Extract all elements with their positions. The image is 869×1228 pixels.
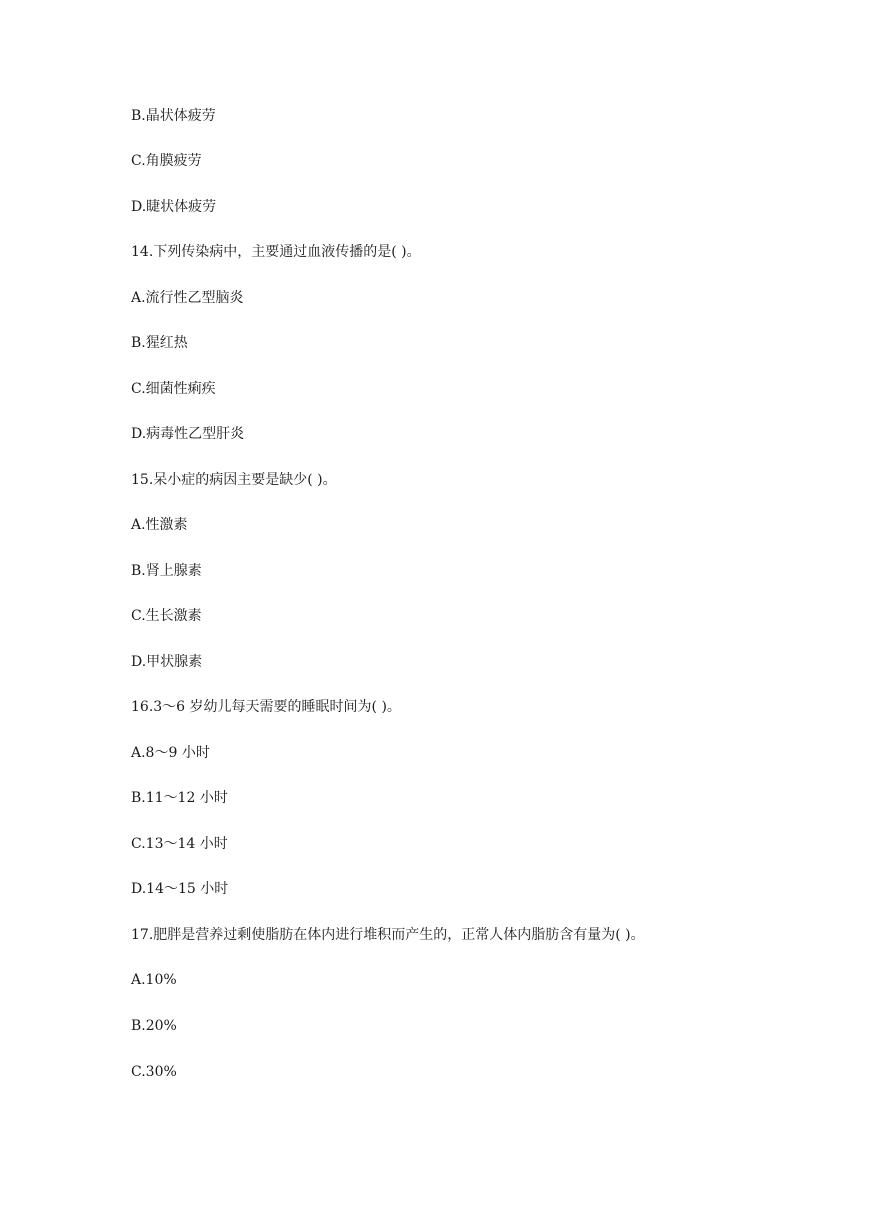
option-16-a: A.8～9 小时 (131, 745, 210, 761)
option-14-c: C.细菌性痢疾 (131, 381, 216, 397)
option-13-c: C.角膜疲劳 (131, 153, 202, 169)
option-17-b: B.20% (131, 1018, 177, 1034)
option-14-d: D.病毒性乙型肝炎 (131, 426, 245, 442)
option-15-c: C.生长激素 (131, 608, 202, 624)
option-16-b: B.11～12 小时 (131, 790, 228, 806)
option-13-b: B.晶状体疲劳 (131, 108, 216, 124)
option-14-a: A.流行性乙型脑炎 (131, 290, 244, 306)
option-14-b: B.猩红热 (131, 335, 188, 351)
option-13-d: D.睫状体疲劳 (131, 199, 217, 215)
option-17-a: A.10% (131, 972, 177, 988)
option-15-b: B.肾上腺素 (131, 563, 202, 579)
question-14: 14.下列传染病中，主要通过血液传播的是( )。 (131, 244, 421, 260)
option-15-a: A.性激素 (131, 517, 188, 533)
question-17: 17.肥胖是营养过剩使脂肪在体内进行堆积而产生的，正常人体内脂肪含有量为( )。 (131, 927, 645, 943)
option-15-d: D.甲状腺素 (131, 654, 203, 670)
question-16: 16.3～6 岁幼儿每天需要的睡眠时间为( )。 (131, 699, 401, 715)
question-15: 15.呆小症的病因主要是缺少( )。 (131, 472, 337, 488)
option-17-c: C.30% (131, 1064, 177, 1080)
option-16-d: D.14～15 小时 (131, 881, 229, 897)
option-16-c: C.13～14 小时 (131, 836, 228, 852)
